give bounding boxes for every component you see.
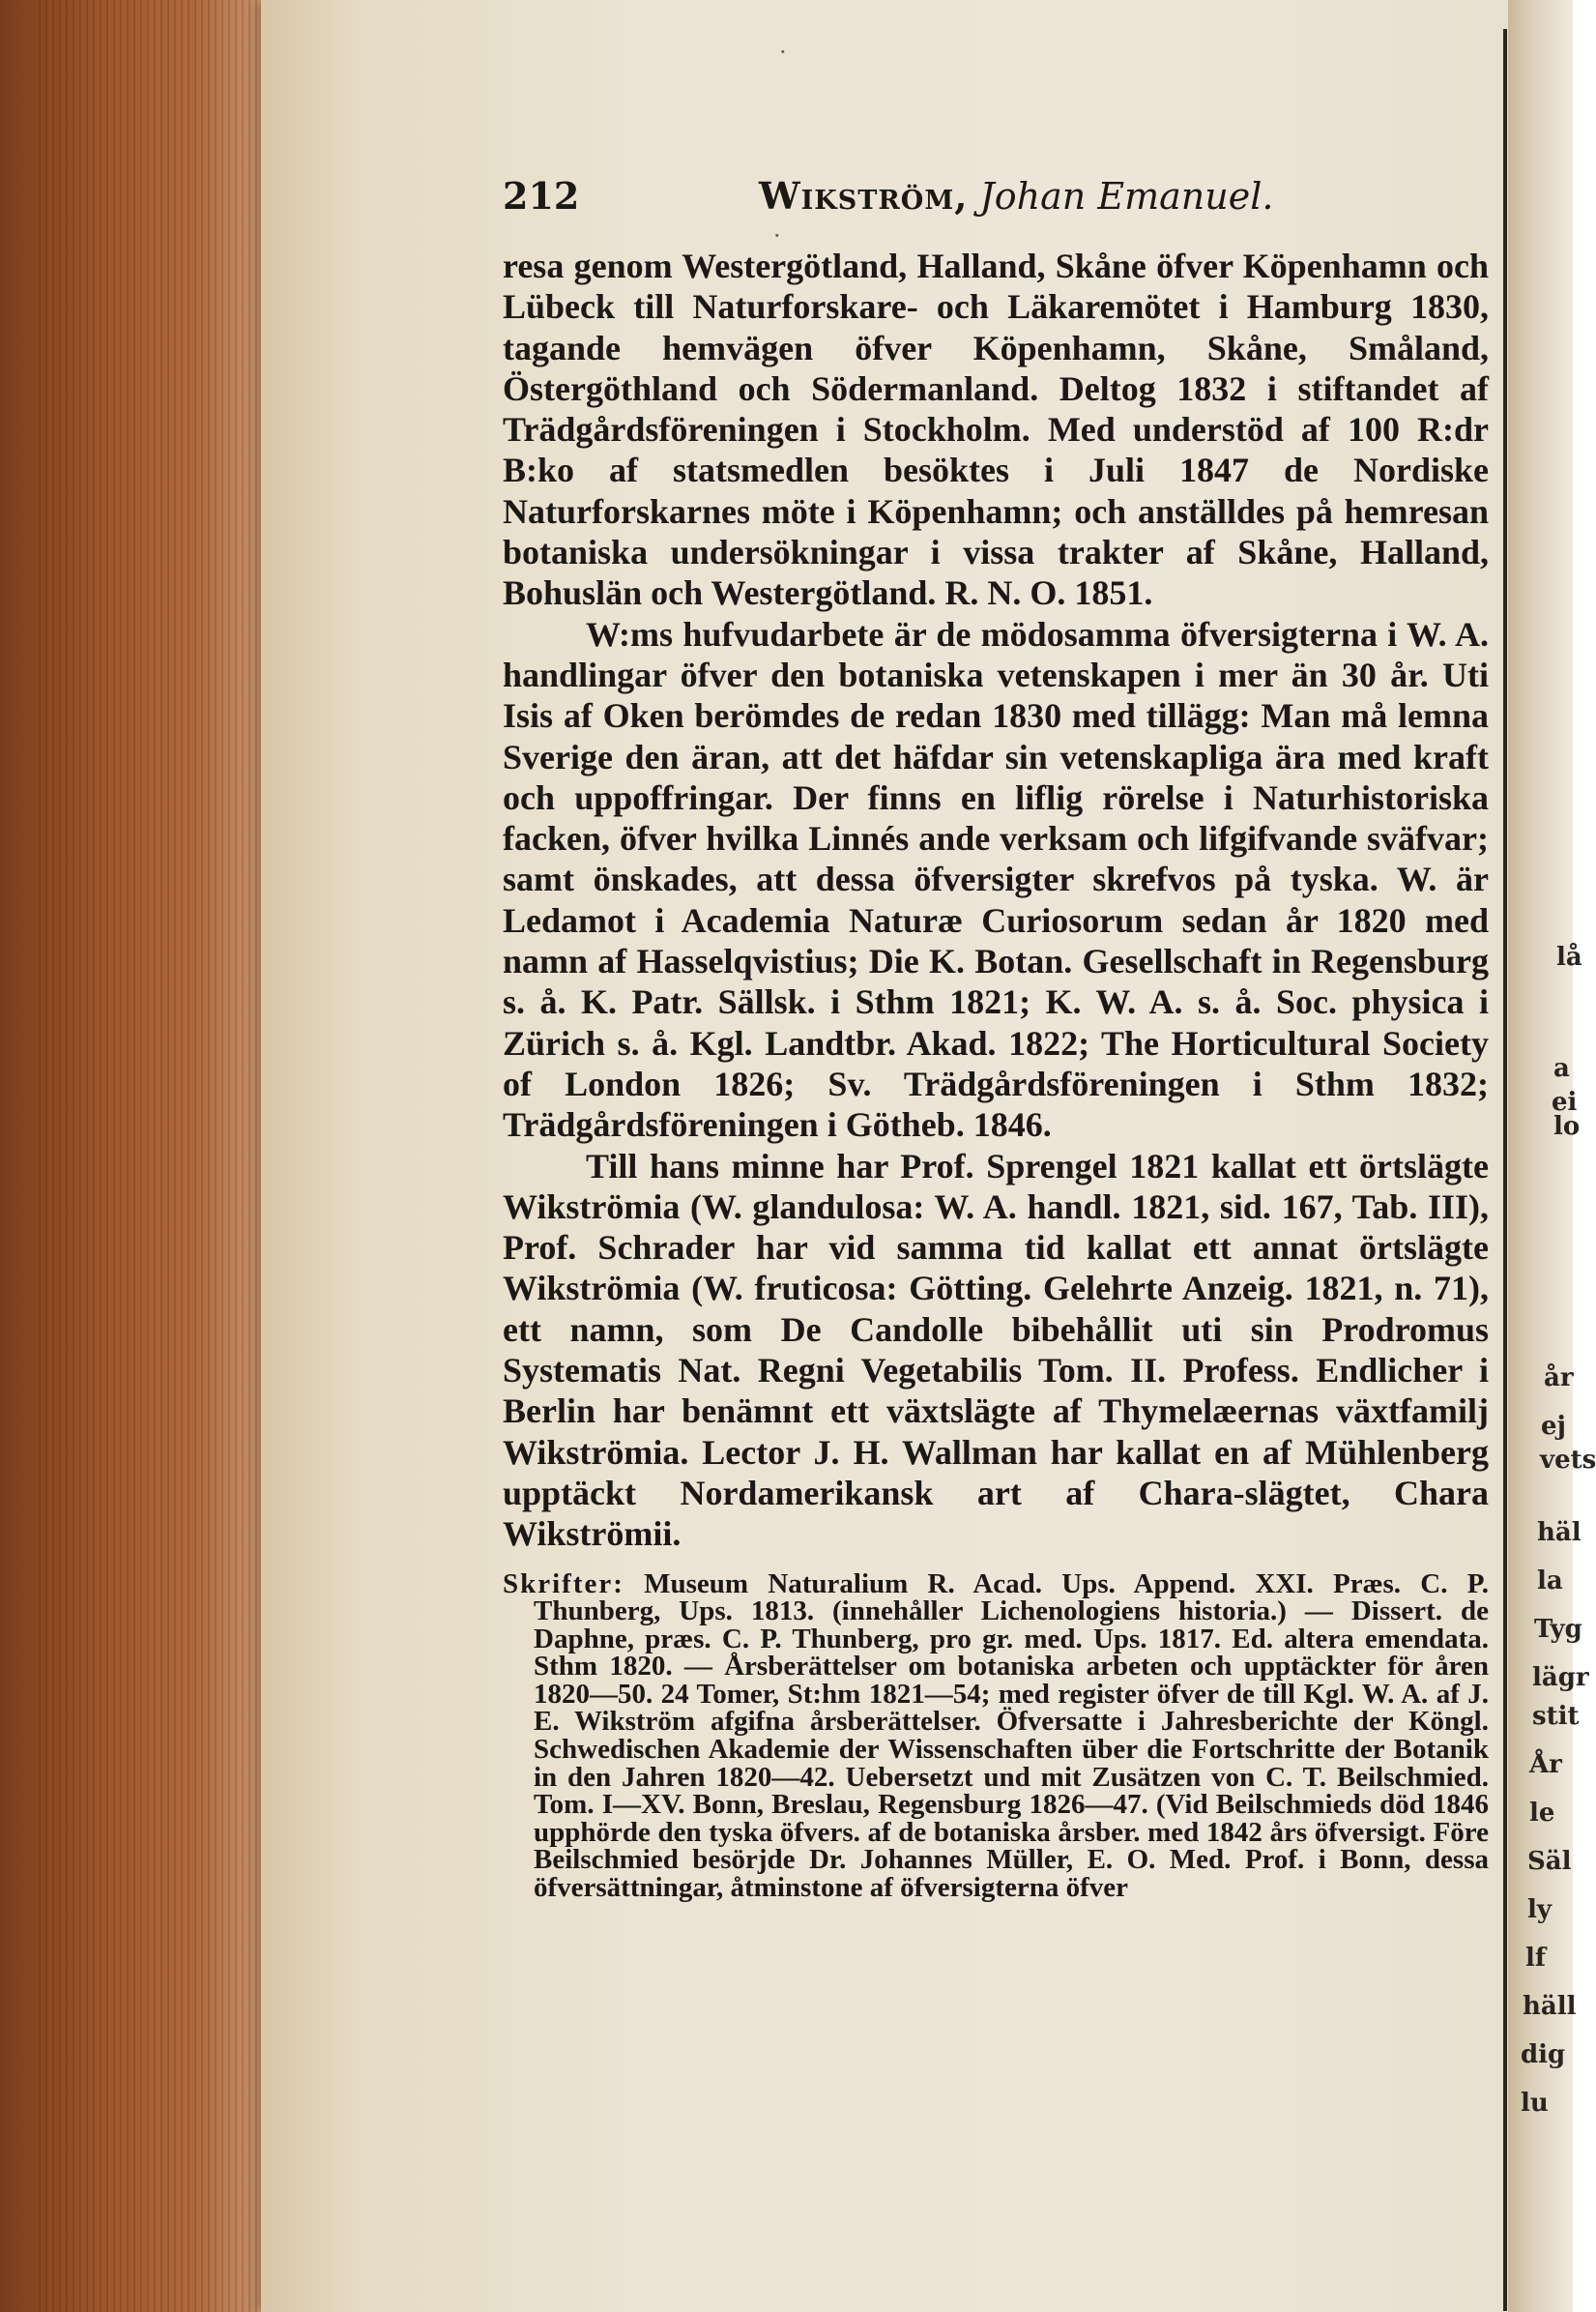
margin-fragment: a [1553, 1054, 1570, 1083]
references-block [503, 1567, 1490, 1904]
paper-speck: · [779, 39, 787, 66]
running-title [759, 174, 1273, 218]
margin-fragment: le [1529, 1799, 1555, 1828]
page-number: 212 [503, 174, 580, 218]
margin-fragment: lf [1525, 1944, 1547, 1973]
margin-fragment: år [1544, 1363, 1574, 1392]
references-lead: Skrifter: [503, 1567, 624, 1599]
page-content [503, 174, 1489, 1902]
paragraph-memorial: Till hans minne har Prof. Sprengel 1821 kallat ett örtslägte Wikströmia (W. glandulosa: W. A. handl. 1821, sid. 167, Tab. III), Prof. Schrader har vid samma tid kallat ett annat örtslägte Wikströmia (W. fruticosa: Götting. Gelehrte Anzeig. 1821, n. 71), ett namn, som De Candolle bibehållit uti sin Prodromus Systematis Nat. Regni Vegetabilis Tom. II. Profess. Endlicher i Berlin har benämnt ett växtslägte af Thymelæernas växtfamilj Wikströmia. Lector J. H. Wallman har kallat en af Mühlenberg upptäckt Nordamerikansk art af Chara-slägtet, Chara Wikströmii. [503, 1146, 1489, 1554]
margin-fragment: Tyg [1534, 1615, 1582, 1644]
margin-fragment: häl [1537, 1518, 1581, 1547]
paragraph-main-work: W:ms hufvudarbete är de mödosamma öfversigterna i W. A. handlingar öfver den botaniska vetenskapen i mer än 30 år. Uti Isis af Oken berömdes de redan 1830 med tillägg: Man må lemna Sverige den äran, att det häfdar sin vetenskapliga ära med kraft och uppoffringar. Der finns en liflig rörelse i Naturhistoriska facken, öfver hvilka Linnés ande verksam och lifgifvande sväfvar; samt önskades, att dessa öfversigter skrefvos på tyska. W. är Ledamot i Academia Naturæ Curiosorum sedan år 1820 med namn af Hasselqvistius; Die K. Botan. Gesellschaft in Regensburg s. å. K. Patr. Sällsk. i Sthm 1821; K. W. A. s. å. Soc. physica i Zürich s. å. Kgl. Landtbr. Akad. 1822; The Horticultural Society of London 1826; Sv. Trädgårdsföreningen i Sthm 1832; Trädgårdsföreningen i Götheb. 1846. [503, 614, 1489, 1145]
gutter-page-edges [39, 0, 261, 2312]
margin-fragment: dig [1521, 2040, 1566, 2069]
margin-fragment: lägr [1532, 1663, 1589, 1692]
margin-fragment: häll [1523, 1992, 1577, 2021]
margin-fragment: Säl [1527, 1847, 1572, 1876]
paper-speck: · [773, 222, 781, 249]
margin-fragment: År [1529, 1750, 1562, 1779]
margin-fragment: lå [1556, 943, 1582, 972]
margin-fragment: la [1537, 1566, 1563, 1595]
biography-text [503, 246, 1489, 1555]
next-page-edge [1503, 29, 1507, 2311]
margin-fragment: lu [1521, 2089, 1549, 2118]
header-surname: Wikström, [759, 174, 969, 218]
margin-fragment: stit [1532, 1702, 1580, 1731]
margin-fragment: ei [1552, 1088, 1578, 1117]
margin-fragment: ej [1541, 1412, 1566, 1441]
paragraph-travels: resa genom Westergötland, Halland, Skåne öfver Köpenhamn och Lübeck till Naturforskare- och Läkaremötet i Hamburg 1830, tagande hemvägen öfver Köpenhamn, Skåne, Småland, Östergöthland och Södermanland. Deltog 1832 i stiftandet af Trädgårdsföreningen i Stockholm. Med understöd af 100 R:dr B:ko af statsmedlen besöktes i Juli 1847 de Nordiske Naturforskarnes möte i Köpenhamn; och anställdes på hemresan botaniska undersökningar i vissa trakter af Skåne, Halland, Bohuslän och Westergötland. R. N. O. 1851. [503, 247, 1489, 613]
header-given-names: Johan Emanuel. [979, 175, 1274, 218]
margin-fragment: vets [1540, 1446, 1596, 1475]
running-header [503, 174, 1489, 228]
margin-fragment: lo [1553, 1112, 1581, 1141]
references-text: Museum Naturalium R. Acad. Ups. Append. XXI. Præs. C. P. Thunberg, Ups. 1813. (innehåller Lichenologiens historia.) — Dissert. de Daphne, præs. C. P. Thunberg, pro gr. med. Ups. 1817. Ed. altera emendata. Sthm 1820. — Årsberättelser om botaniska arbeten och upptäckter för åren 1820—50. 24 Tomer, St:hm 1821—54; med register öfver de till Kgl. W. A. af J. E. Wikström afgifna årsberättelser. Öfversatte i Jahresberichte der Köngl. Schwedischen Akademie der Wissenschaften über die Fortschritte der Botanik in den Jahren 1820—42. Uebersetzt und mit Zusätzen von C. T. Beilschmied. Tom. I—XV. Bonn, Breslau, Regensburg 1826—47. (Vid Beilschmieds död 1846 upphörde den tyska öfvers. af de botaniska årsber. med 1842 års öfversigt. Före Beilschmied besörjde Dr. Johannes Müller, E. O. Med. Prof. i Bonn, dessa öfversättningar, åtminstone af öfversigterna öfver [534, 1567, 1490, 1904]
margin-fragment: ly [1527, 1895, 1552, 1924]
